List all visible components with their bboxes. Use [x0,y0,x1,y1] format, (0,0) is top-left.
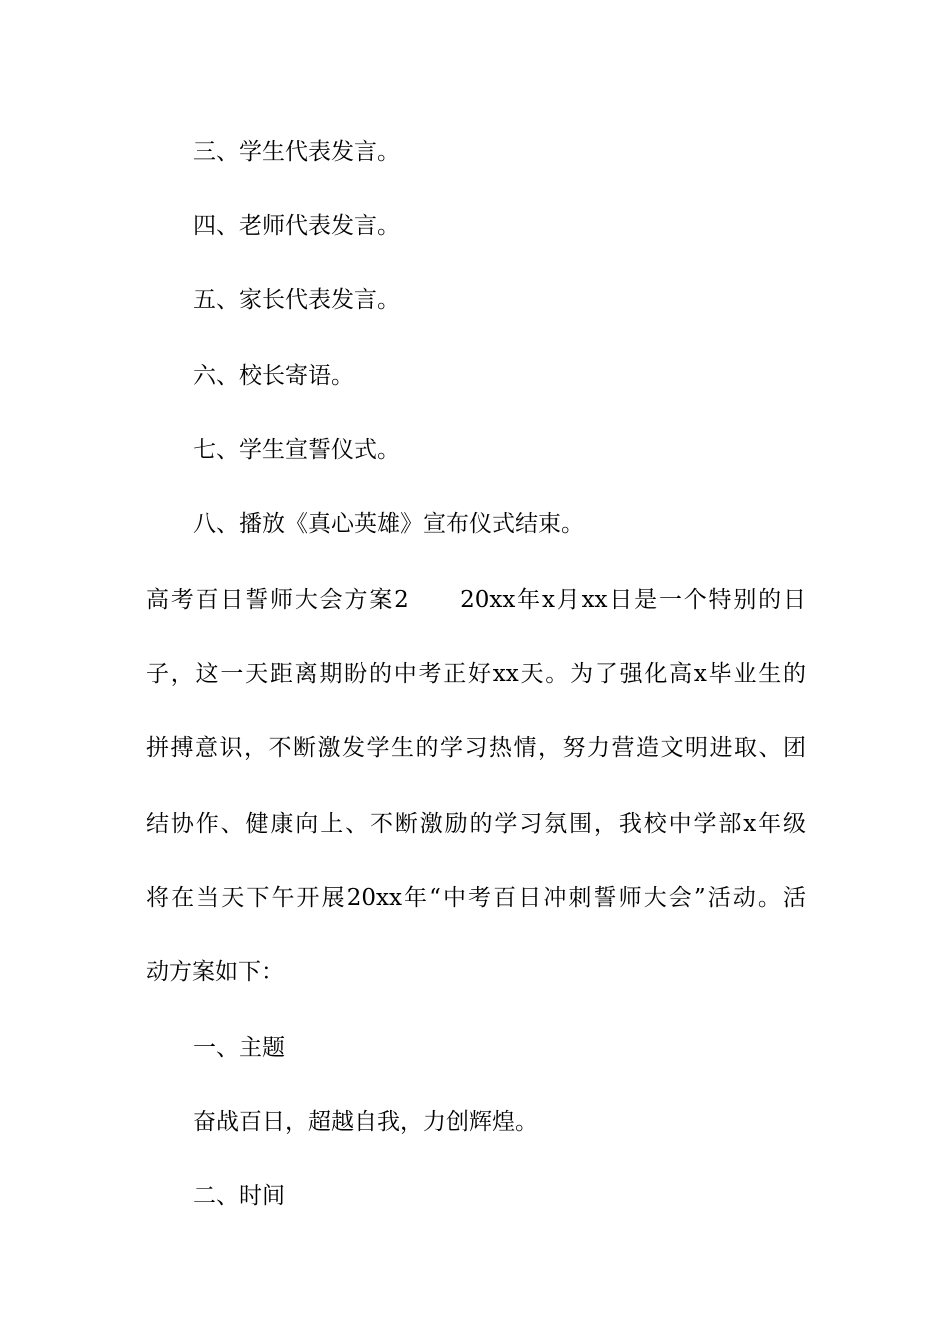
paragraph-line: 结协作、健康向上、不断激励的学习氛围，我校中学部x年级 [146,811,806,837]
section-body-theme: 奋战百日，超越自我，力创辉煌。 [193,1109,538,1135]
paragraph-line: 拼搏意识，不断激发学生的学习热情，努力营造文明进取、团 [146,735,806,761]
agenda-item-8: 八、播放《真心英雄》宣布仪式结束。 [193,511,584,537]
agenda-item-4: 四、老师代表发言。 [193,213,400,239]
paragraph-line: 动方案如下： [146,959,284,985]
section-heading-time: 二、时间 [193,1183,285,1209]
section-heading-theme: 一、主题 [193,1035,285,1061]
agenda-item-5: 五、家长代表发言。 [193,287,400,313]
agenda-item-7: 七、学生宣誓仪式。 [193,437,400,463]
paragraph-line: 将在当天下午开展20xx年“中考百日冲刺誓师大会”活动。活 [146,885,806,911]
paragraph-line: 高考百日誓师大会方案2 20xx年x月xx日是一个特别的日 [146,587,806,613]
agenda-item-3: 三、学生代表发言。 [193,139,400,165]
agenda-item-6: 六、校长寄语。 [193,363,354,389]
paragraph-line: 子，这一天距离期盼的中考正好xx天。为了强化高x毕业生的 [146,661,806,687]
